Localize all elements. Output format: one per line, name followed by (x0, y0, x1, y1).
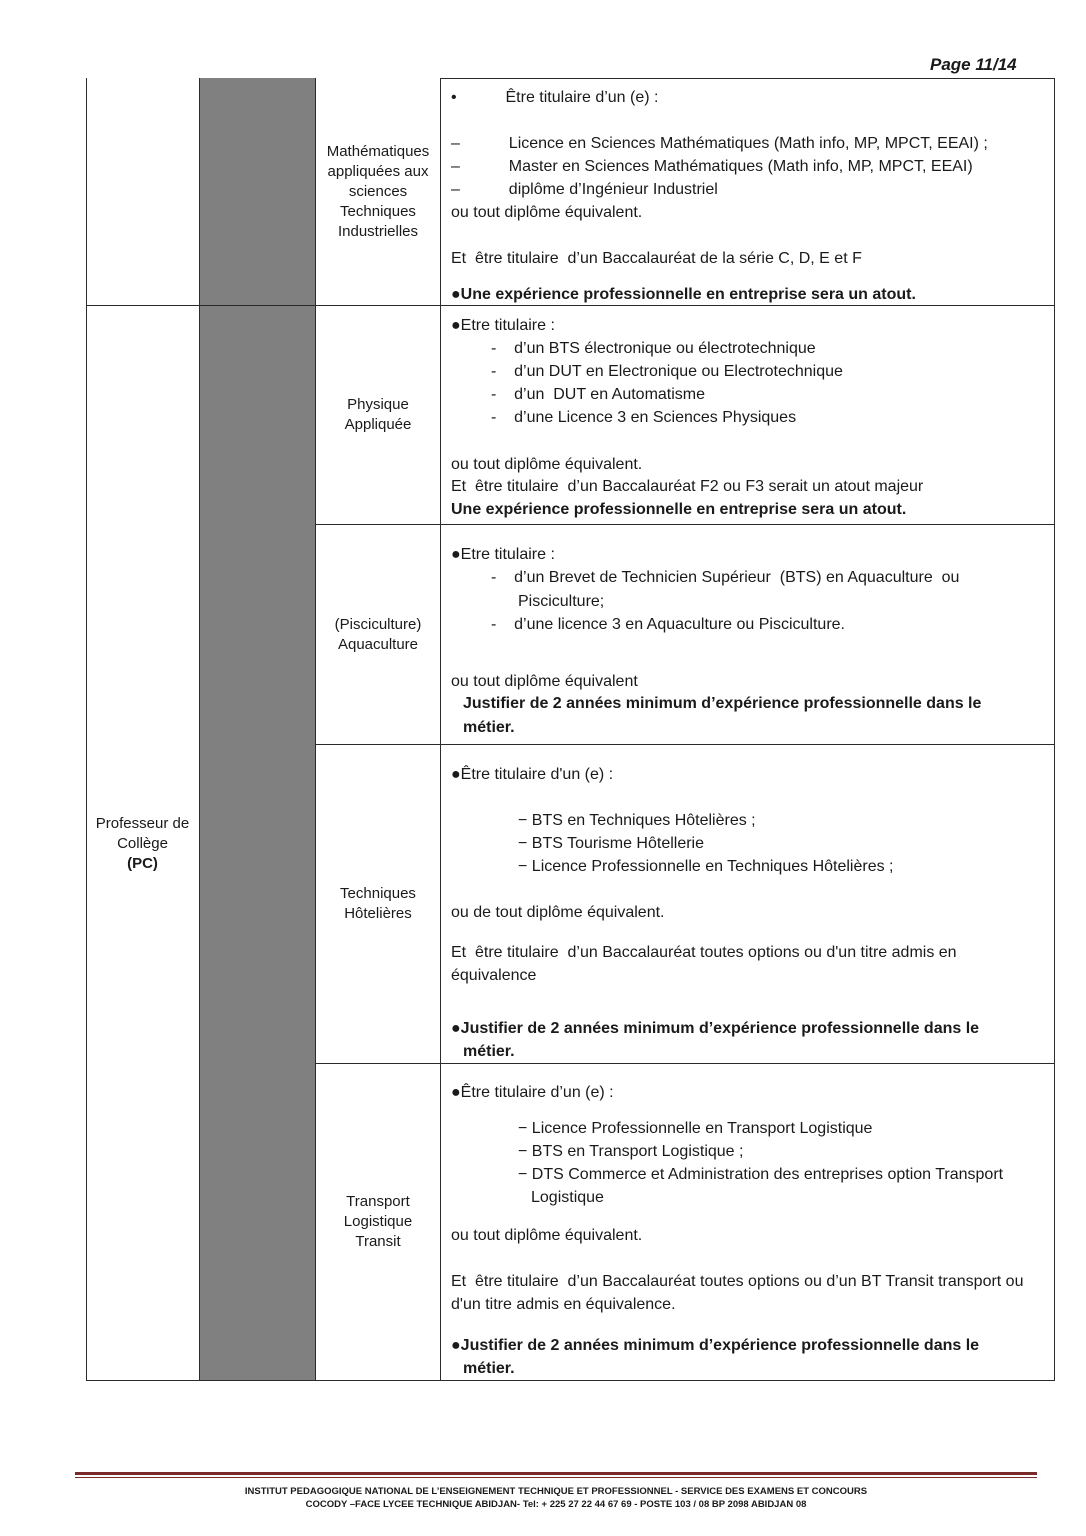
table-border-left (86, 78, 87, 1381)
requirement-line: - d’un BTS électronique ou électrotechnique (491, 340, 816, 357)
page-number: Page 11/14 (930, 55, 1017, 74)
subject-line: Mathématiques (326, 143, 430, 160)
requirement-line: − BTS en Techniques Hôtelières ; (518, 812, 756, 829)
requirement-line: Pisciculture; (518, 593, 605, 610)
subject-hotelieres (316, 745, 440, 1063)
subject-line: (Pisciculture) (334, 615, 422, 633)
requirement-line: • Être titulaire d’un (e) : (451, 89, 659, 106)
requirement-line: Justifier de 2 années minimum d’expérience professionnelle dans le (463, 695, 982, 712)
requirement-line: - d’un DUT en Electronique ou Electrotechnique (491, 363, 843, 380)
requirement-line: Et être titulaire d’un Baccalauréat F2 ou F3 serait un atout majeur (451, 478, 924, 495)
subject-line: Transit (355, 1233, 401, 1250)
footer-rule-thin (75, 1477, 1037, 1478)
requirement-line: ●Justifier de 2 années minimum d’expérience professionnelle dans le (451, 1020, 980, 1037)
requirement-line: métier. (463, 719, 515, 736)
requirement-line: Une expérience professionnelle en entreprise sera un atout. (451, 501, 907, 518)
requirement-line: ou de tout diplôme équivalent. (451, 904, 665, 921)
requirement-line: ●Justifier de 2 années minimum d’expérience professionnelle dans le (451, 1337, 980, 1354)
subject-line: Transport (346, 1193, 410, 1210)
requirement-line: ou tout diplôme équivalent. (451, 1227, 643, 1244)
requirement-line: métier. (463, 1360, 515, 1377)
requirement-line: - d’une licence 3 en Aquaculture ou Pisciculture. (491, 616, 845, 633)
table-divider-3 (440, 78, 441, 1381)
subject-line: Physique (347, 396, 409, 413)
requirement-line: – Licence en Sciences Mathématiques (Math info, MP, MPCT, EEAI) ; (451, 135, 988, 152)
gray-column (199, 78, 316, 1381)
requirement-line: Logistique (531, 1189, 604, 1206)
requirement-line: d'un titre admis en équivalence. (451, 1296, 676, 1313)
grade-line2: Collège (117, 835, 168, 852)
subject-line: Aquaculture (337, 635, 419, 653)
requirement-line: − BTS Tourisme Hôtellerie (518, 835, 704, 852)
requirement-line: - d’une Licence 3 en Sciences Physiques (491, 409, 797, 426)
subject-aquaculture (316, 525, 440, 744)
requirement-line: – diplôme d’Ingénieur Industriel (451, 181, 718, 198)
requirement-line: ou tout diplôme équivalent (451, 673, 638, 690)
requirement-line: ou tout diplôme équivalent. (451, 204, 643, 221)
footer-line2: COCODY –FACE LYCEE TECHNIQUE ABIDJAN- Tel: + 225 27 22 44 67 69 - POSTE 103 / 08 BP 2098 ABIDJAN 08 (305, 1499, 807, 1510)
requirement-line: − BTS en Transport Logistique ; (518, 1143, 744, 1160)
row-border-bottom (86, 1380, 1055, 1381)
requirement-line: – Master en Sciences Mathématiques (Math info, MP, MPCT, EEAI) (451, 158, 973, 175)
grade-cell (86, 814, 199, 874)
requirement-line: ●Etre titulaire : (451, 317, 555, 334)
requirement-line: − DTS Commerce et Administration des entreprises option Transport (518, 1166, 1004, 1183)
footer-rule (75, 1472, 1037, 1475)
requirement-line: métier. (463, 1043, 515, 1060)
row-border-top (440, 78, 1055, 79)
requirement-line: ou tout diplôme équivalent. (451, 456, 643, 473)
subject-line: Appliquée (344, 416, 412, 433)
subject-line: Techniques (340, 885, 416, 902)
row-border-1 (86, 305, 1055, 306)
requirement-line: - d’un Brevet de Technicien Supérieur (BTS) en Aquaculture ou (491, 569, 960, 586)
requirement-line: ●Etre titulaire : (451, 546, 555, 563)
requirement-line: équivalence (451, 967, 537, 984)
requirement-line: ●Une expérience professionnelle en entreprise sera un atout. (451, 286, 916, 303)
subject-line: sciences (348, 183, 408, 200)
subject-math (316, 79, 440, 305)
requirement-line: ●Être titulaire d'un (e) : (451, 766, 614, 783)
subject-line: Logistique (343, 1213, 413, 1230)
requirement-line: Et être titulaire d’un Baccalauréat toutes options ou d'un titre admis en (451, 944, 957, 961)
requirement-line: - d’un DUT en Automatisme (491, 386, 706, 403)
footer-line1: INSTITUT PEDAGOGIQUE NATIONAL DE L’ENSEIGNEMENT TECHNIQUE ET PROFESSIONNEL - SERVICE DES EXAMENS ET CONCOURS (244, 1486, 868, 1497)
requirement-line: − Licence Professionnelle en Techniques Hôtelières ; (518, 858, 894, 875)
subject-line: Techniques (340, 203, 416, 220)
grade-line1: Professeur de (95, 815, 190, 832)
grade-code: (PC) (127, 855, 158, 872)
subject-physique (316, 306, 440, 524)
requirement-line: Et être titulaire d’un Baccalauréat de la série C, D, E et F (451, 250, 862, 267)
requirement-line: − Licence Professionnelle en Transport Logistique (518, 1120, 873, 1137)
subject-line: appliquées aux (327, 163, 429, 180)
subject-transport (316, 1064, 440, 1380)
table-divider-1 (199, 78, 200, 1381)
table-border-right (1054, 78, 1055, 1381)
subject-line: Industrielles (337, 223, 419, 240)
requirement-line: Et être titulaire d’un Baccalauréat toutes options ou d’un BT Transit transport ou (451, 1273, 1024, 1290)
subject-line: Hôtelières (344, 905, 412, 922)
requirement-line: ●Être titulaire d’un (e) : (451, 1084, 614, 1101)
